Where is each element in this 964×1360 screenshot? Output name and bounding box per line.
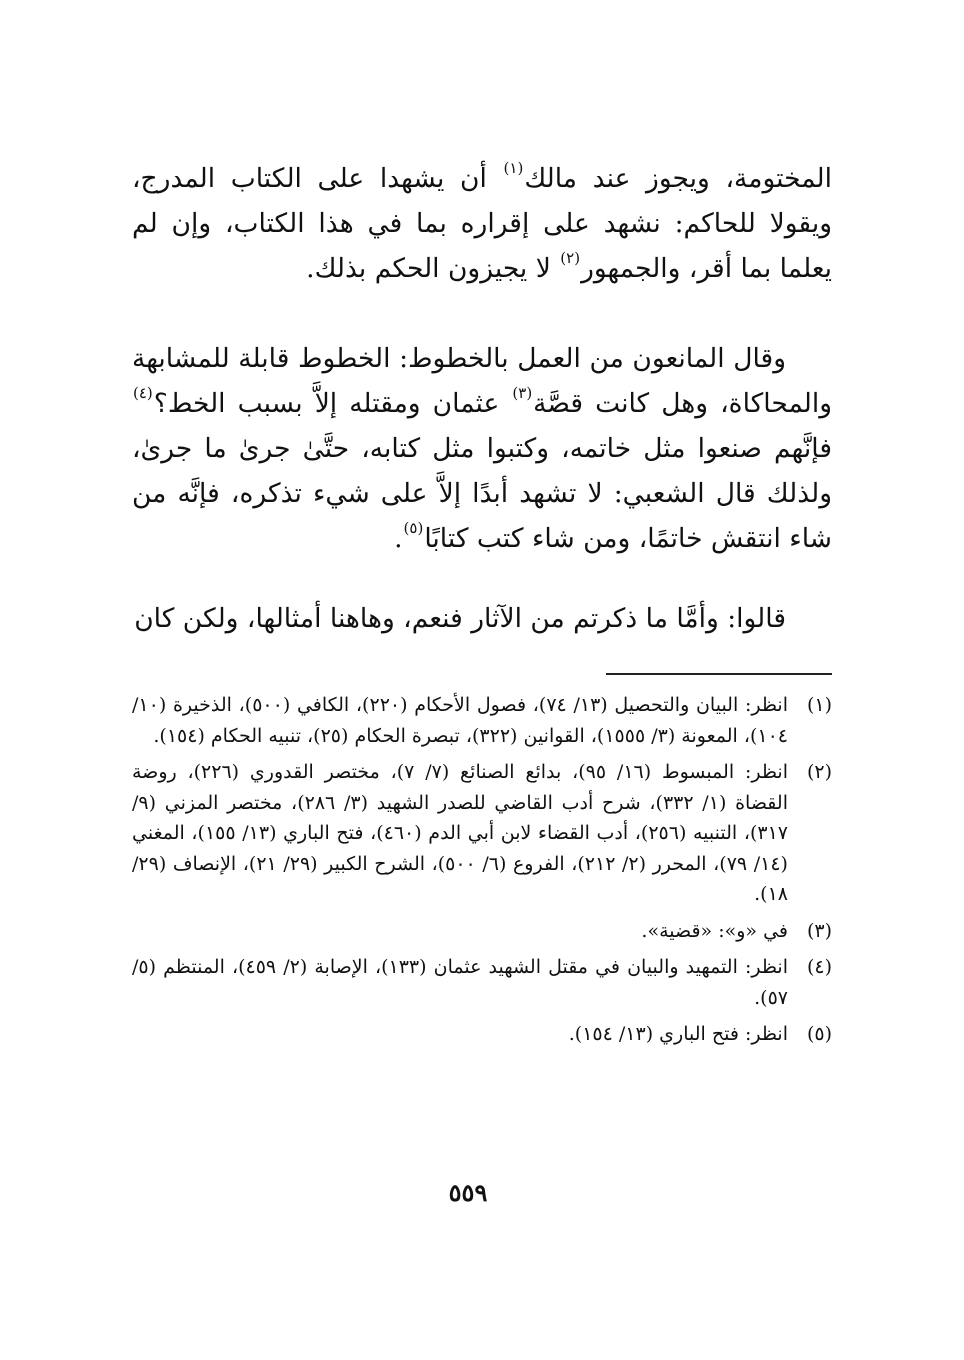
footnote-5 bbox=[132, 1019, 832, 1050]
footnote-text: انظر: التمهيد والبيان في مقتل الشهيد عثمان (١٣٣)، الإصابة (٢/ ٤٥٩)، المنتظم (٥/ ٥٧). bbox=[132, 956, 788, 1009]
footnote-ref-1[interactable]: (١) bbox=[503, 159, 524, 177]
footnote-separator bbox=[606, 673, 832, 675]
paragraph-3-text: قالوا: وأمَّا ما ذكرتم من الآثار فنعم، وهاهنا أمثالها، ولكن كان bbox=[134, 603, 786, 634]
footnote-ref-5[interactable]: (٥) bbox=[403, 519, 424, 537]
footnote-ref-3[interactable]: (٣) bbox=[512, 384, 533, 402]
footnote-2 bbox=[132, 757, 832, 910]
footnote-4 bbox=[132, 952, 832, 1013]
footnotes bbox=[132, 690, 832, 1056]
footnote-number: (٥) bbox=[806, 1023, 832, 1045]
footnote-number: (٤) bbox=[806, 956, 832, 978]
paragraph-2-part-3: فإنَّهم صنعوا مثل خاتمه، وكتبوا مثل كتابه، حتَّىٰ جرىٰ ما جرىٰ، ولذلك قال الشعبي: لا تشهد أبدًا إلاَّ على شيء تذكره، فإنَّه من شاء انتقش خاتمًا، ومن شاء كتب كتابًا bbox=[132, 433, 832, 554]
footnote-ref-2[interactable]: (٢) bbox=[560, 249, 581, 267]
paragraph-2-part-4: . bbox=[394, 523, 403, 554]
page-number: ٥٥٩ bbox=[448, 1178, 488, 1207]
main-paragraph-2 bbox=[132, 336, 832, 561]
paragraph-1-part-2: أن يشهدا على الكتاب المدرج، ويقولا للحاكم: نشهد على إقراره بما في هذا الكتاب، وإن لم يعلما بما أقر، والجمهور bbox=[132, 163, 832, 284]
footnote-number: (٢) bbox=[806, 761, 832, 783]
paragraph-2-part-1: وقال المانعون من العمل بالخطوط: الخطوط قابلة للمشابهة والمحاكاة، وهل كانت قصَّة bbox=[132, 343, 832, 419]
footnote-ref-4[interactable]: (٤) bbox=[133, 384, 153, 402]
footnote-number: (٣) bbox=[806, 919, 832, 942]
footnote-text: في «و»: «قضية». bbox=[641, 919, 788, 942]
footnote-3 bbox=[132, 916, 832, 947]
footnote-number: (١) bbox=[806, 694, 832, 716]
paragraph-2-part-2: عثمان ومقتله إلاَّ بسبب الخط؟ bbox=[153, 388, 512, 419]
paragraph-1-part-1: المختومة، ويجوز عند مالك bbox=[524, 163, 832, 194]
footnote-1 bbox=[132, 690, 832, 751]
footnote-text: انظر: المبسوط (١٦/ ٩٥)، بدائع الصنائع (٧/ ٧)، مختصر القدوري (٢٢٦)، روضة القضاة (١/ ٣٣٢)، شرح أدب القاضي للصدر الشهيد (٣/ ٢٨٦)، مختصر المزني (٩/ ٣١٧)، التنبيه (٢٥٦)، أدب القضاء لابن أبي الدم (٤٦٠)، فتح الباري (١٣/ ١٥٥)، المغني (١٤/ ٧٩)، المحرر (٢/ ٢١٢)، الفروع (٦/ ٥٠٠)، الشرح الكبير (٢٩/ ٢١)، الإنصاف (٢٩/ ١٨). bbox=[132, 761, 788, 905]
main-paragraph-3 bbox=[132, 596, 832, 641]
footnote-text: انظر: البيان والتحصيل (١٣/ ٧٤)، فصول الأحكام (٢٢٠)، الكافي (٥٠٠)، الذخيرة (١٠/ ١٠٤)، المعونة (٣/ ١٥٥٥)، القوانين (٣٢٢)، تبصرة الحكام (٢٥)، تنبيه الحكام (١٥٤). bbox=[132, 694, 788, 747]
main-paragraph-1 bbox=[132, 156, 832, 291]
paragraph-1-part-3: لا يجيزون الحكم بذلك. bbox=[306, 253, 560, 284]
footnote-text: انظر: فتح الباري (١٣/ ١٥٤). bbox=[568, 1023, 788, 1045]
